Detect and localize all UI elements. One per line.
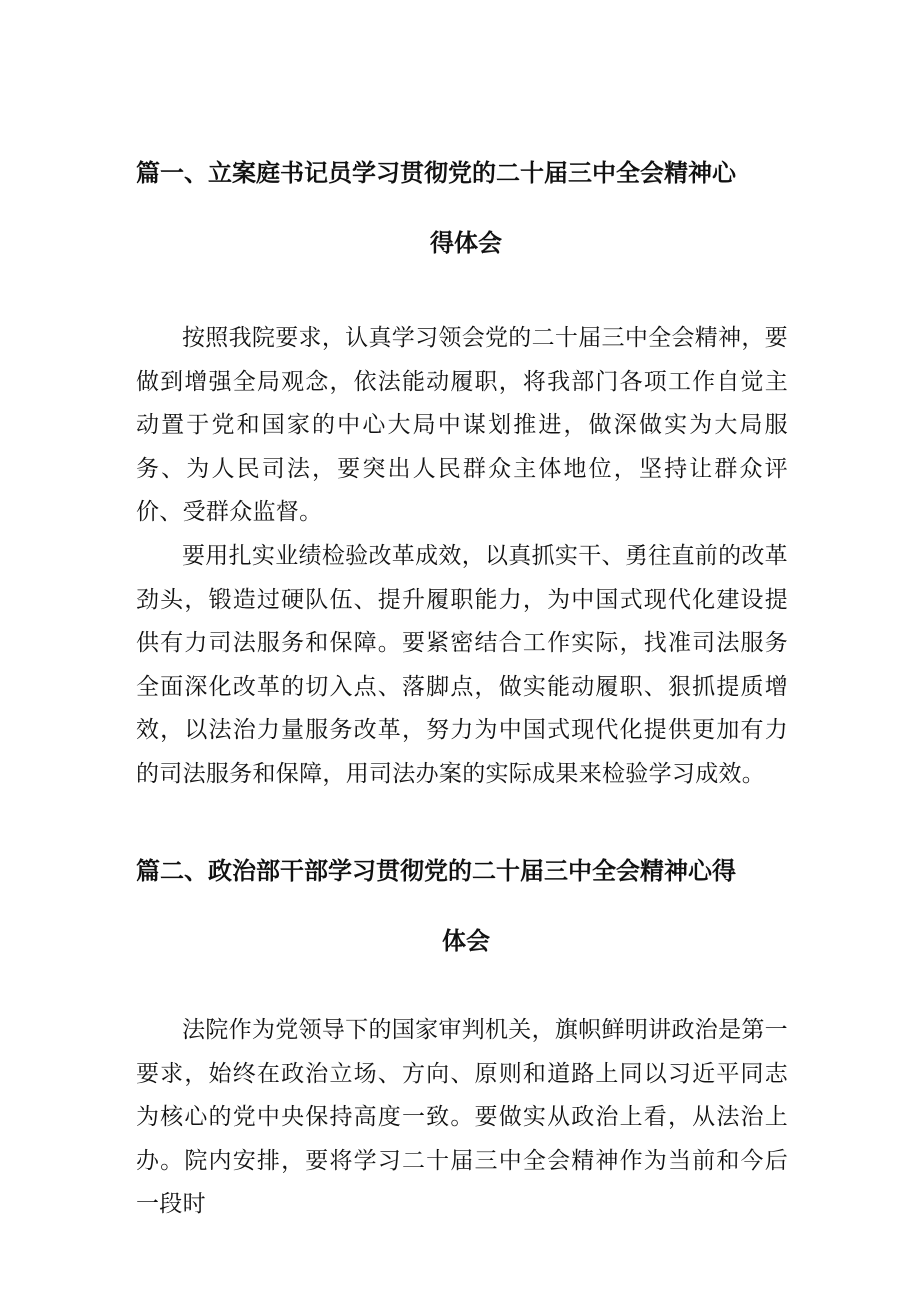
section-2-title-line2: 体会 (442, 927, 490, 955)
section-1-title-line1: 篇一、立案庭书记员学习贯彻党的二十届三中全会精神心 (136, 159, 736, 187)
section-1-paragraph-2: 要用扎实业绩检验改革成效，以真抓实干、勇往直前的改革劲头，锻造过硬队伍、提升履职能力，为中国式现代化建设提供有力司法服务和保障。要紧密结合工作实际，找准司法服务全面深化改革的切入点、落脚点，做实能动履职、狠抓提质增效，以法治力量服务改革，努力为中国式现代化提供更加有力的司法服务和保障，用司法办案的实际成果来检验学习成效。 (136, 543, 788, 787)
section-1-title (136, 138, 796, 278)
section-2-title-line1: 篇二、政治部干部学习贯彻党的二十届三中全会精神心得 (136, 857, 736, 885)
section-2-title (136, 836, 796, 976)
section-1-title-line2: 得体会 (430, 229, 502, 257)
section-2-paragraph-1: 法院作为党领导下的国家审判机关，旗帜鲜明讲政治是第一要求，始终在政治立场、方向、原则和道路上同以习近平同志为核心的党中央保持高度一致。要做实从政治上看，从法治上办。院内安排，要将学习二十届三中全会精神作为当前和今后一段时 (136, 1017, 788, 1218)
section-1-paragraph-1: 按照我院要求，认真学习领会党的二十届三中全会精神，要做到增强全局观念，依法能动履职，将我部门各项工作自觉主动置于党和国家的中心大局中谋划推进，做深做实为大局服务、为人民司法，要突出人民群众主体地位，坚持让群众评价、受群众监督。 (136, 325, 788, 526)
